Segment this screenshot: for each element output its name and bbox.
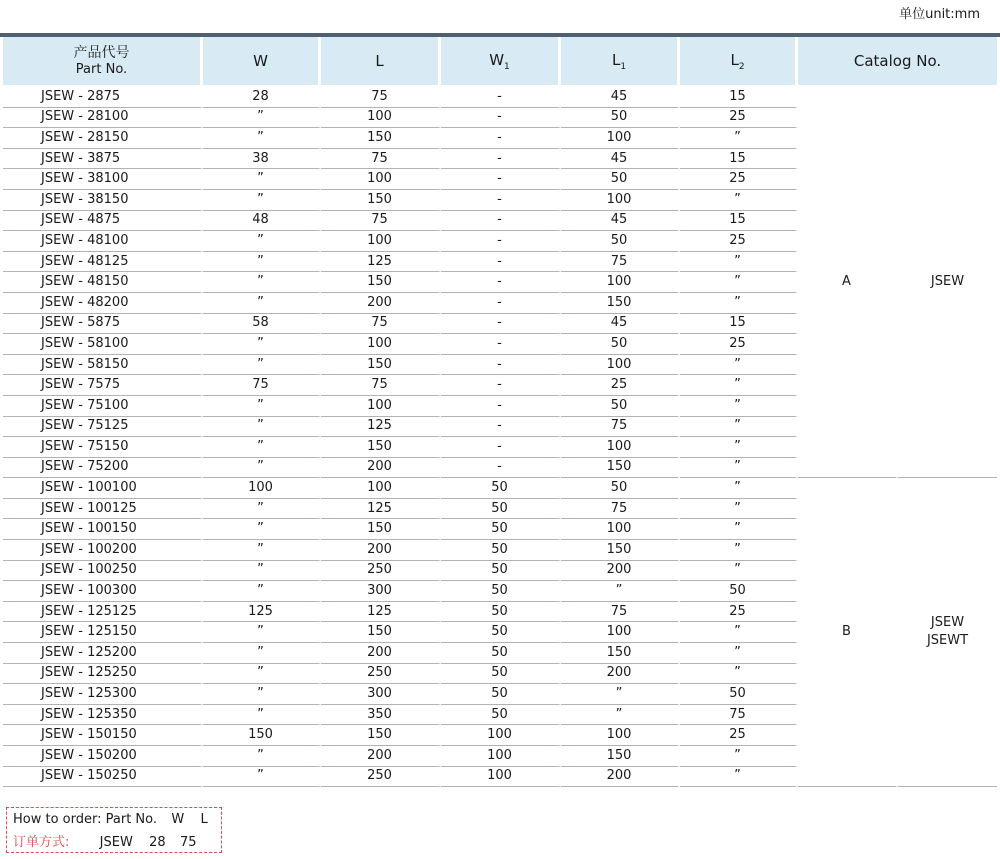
cell-w1: - xyxy=(441,417,561,438)
cell-part-no: JSEW - 48200 xyxy=(3,293,203,314)
cell-l1: 150 xyxy=(561,540,680,561)
cell-l: 250 xyxy=(321,767,441,788)
cell-part-no: JSEW - 75150 xyxy=(3,437,203,458)
cell-w1: - xyxy=(441,355,561,376)
cell-part-no: JSEW - 100300 xyxy=(3,581,203,602)
cell-l2: ” xyxy=(680,458,798,479)
cell-l1: 150 xyxy=(561,643,680,664)
cell-l: 200 xyxy=(321,458,441,479)
cell-l1: ” xyxy=(561,581,680,602)
cell-part-no: JSEW - 2875 xyxy=(3,85,203,108)
cell-w: ” xyxy=(203,272,321,293)
spec-table xyxy=(3,37,997,787)
cell-w: ” xyxy=(203,540,321,561)
cell-w: ” xyxy=(203,684,321,705)
cell-w1: - xyxy=(441,375,561,396)
cell-l1: 200 xyxy=(561,561,680,582)
header-l2-sub: 2 xyxy=(738,61,745,72)
cell-w: ” xyxy=(203,643,321,664)
cell-part-no: JSEW - 38100 xyxy=(3,169,203,190)
cell-l1: 45 xyxy=(561,314,680,335)
header-part-no-zh: 产品代号 xyxy=(73,45,130,61)
cell-w1: - xyxy=(441,437,561,458)
cell-l: 75 xyxy=(321,375,441,396)
header-l1-sub: 1 xyxy=(620,61,627,72)
cell-l: 75 xyxy=(321,314,441,335)
cell-w: 58 xyxy=(203,314,321,335)
catalog-number: JSEWT xyxy=(926,633,969,649)
cell-w1: 50 xyxy=(441,519,561,540)
cell-l2: ” xyxy=(680,437,798,458)
cell-l1: 50 xyxy=(561,231,680,252)
cell-l: 150 xyxy=(321,190,441,211)
cell-w: ” xyxy=(203,499,321,520)
cell-l: 200 xyxy=(321,746,441,767)
header-l2 xyxy=(680,37,798,85)
header-catalog-no: Catalog No. xyxy=(798,37,997,85)
cell-l2: ” xyxy=(680,622,798,643)
header-w: W xyxy=(203,37,321,85)
cell-part-no: JSEW - 125300 xyxy=(3,684,203,705)
how-to-order-label: How to order: xyxy=(13,812,102,827)
cell-l: 150 xyxy=(321,272,441,293)
cell-w: ” xyxy=(203,581,321,602)
cell-l1: 200 xyxy=(561,664,680,685)
cell-l1: 75 xyxy=(561,499,680,520)
table-body xyxy=(3,85,997,787)
cell-l: 125 xyxy=(321,417,441,438)
cell-l2: ” xyxy=(680,417,798,438)
cell-l1: 100 xyxy=(561,725,680,746)
cell-l2: 15 xyxy=(680,314,798,335)
cell-l1: 150 xyxy=(561,746,680,767)
cell-w: ” xyxy=(203,622,321,643)
cell-l2: ” xyxy=(680,128,798,149)
cell-part-no: JSEW - 125350 xyxy=(3,705,203,726)
cell-w1: - xyxy=(441,458,561,479)
cell-l: 75 xyxy=(321,85,441,108)
cell-l2: ” xyxy=(680,293,798,314)
cell-w1: - xyxy=(441,108,561,129)
how-to-order-col-l: L xyxy=(200,812,208,827)
cell-l1: 150 xyxy=(561,458,680,479)
cell-w1: - xyxy=(441,211,561,232)
cell-l2: ” xyxy=(680,252,798,273)
header-w1-main: W xyxy=(489,50,505,69)
cell-w1: 50 xyxy=(441,581,561,602)
catalog-number: JSEW xyxy=(930,615,965,631)
how-to-order-col-part: Part No. xyxy=(105,812,158,827)
cell-w: 48 xyxy=(203,211,321,232)
cell-l: 150 xyxy=(321,622,441,643)
cell-l2: ” xyxy=(680,272,798,293)
cell-part-no: JSEW - 5875 xyxy=(3,314,203,335)
cell-w: ” xyxy=(203,705,321,726)
cell-w1: 50 xyxy=(441,499,561,520)
cell-w1: 50 xyxy=(441,643,561,664)
cell-l1: 75 xyxy=(561,417,680,438)
group-code: B xyxy=(798,478,898,787)
header-part-no-en: Part No. xyxy=(75,62,128,77)
table-row xyxy=(3,478,997,499)
cell-part-no: JSEW - 100200 xyxy=(3,540,203,561)
cell-w: ” xyxy=(203,561,321,582)
cell-w1: - xyxy=(441,169,561,190)
cell-l1: 100 xyxy=(561,128,680,149)
cell-part-no: JSEW - 3875 xyxy=(3,149,203,170)
cell-l: 100 xyxy=(321,396,441,417)
how-to-order-box xyxy=(6,807,222,853)
cell-l2: ” xyxy=(680,746,798,767)
cell-l2: ” xyxy=(680,540,798,561)
cell-l1: 25 xyxy=(561,375,680,396)
cell-l: 300 xyxy=(321,581,441,602)
cell-l: 100 xyxy=(321,169,441,190)
catalog-number: JSEW xyxy=(930,274,965,290)
cell-l: 150 xyxy=(321,437,441,458)
cell-w1: - xyxy=(441,149,561,170)
cell-l1: 100 xyxy=(561,622,680,643)
cell-part-no: JSEW - 125150 xyxy=(3,622,203,643)
cell-part-no: JSEW - 28150 xyxy=(3,128,203,149)
cell-l: 150 xyxy=(321,725,441,746)
cell-part-no: JSEW - 100250 xyxy=(3,561,203,582)
cell-w1: 50 xyxy=(441,684,561,705)
cell-w1: - xyxy=(441,128,561,149)
table-header-row xyxy=(3,37,997,85)
how-to-order-example-part: JSEW xyxy=(99,835,133,850)
cell-l1: 75 xyxy=(561,602,680,623)
cell-l1: 50 xyxy=(561,108,680,129)
cell-w: ” xyxy=(203,437,321,458)
cell-w: ” xyxy=(203,334,321,355)
cell-l2: ” xyxy=(680,519,798,540)
cell-l1: 200 xyxy=(561,767,680,788)
header-l2-main: L xyxy=(730,50,739,69)
cell-l1: 45 xyxy=(561,85,680,108)
cell-part-no: JSEW - 125125 xyxy=(3,602,203,623)
header-w1 xyxy=(441,37,561,85)
cell-part-no: JSEW - 58100 xyxy=(3,334,203,355)
cell-w: ” xyxy=(203,355,321,376)
cell-l1: 150 xyxy=(561,293,680,314)
cell-l1: 50 xyxy=(561,478,680,499)
cell-w: 38 xyxy=(203,149,321,170)
cell-part-no: JSEW - 48150 xyxy=(3,272,203,293)
cell-l: 150 xyxy=(321,519,441,540)
cell-w: 150 xyxy=(203,725,321,746)
header-w1-sub: 1 xyxy=(504,61,510,72)
cell-w1: 50 xyxy=(441,540,561,561)
cell-l: 200 xyxy=(321,643,441,664)
table-row xyxy=(3,85,997,108)
cell-l1: ” xyxy=(561,684,680,705)
cell-part-no: JSEW - 75125 xyxy=(3,417,203,438)
cell-w1: 50 xyxy=(441,705,561,726)
cell-l2: 75 xyxy=(680,705,798,726)
cell-w1: - xyxy=(441,190,561,211)
cell-w: ” xyxy=(203,519,321,540)
cell-l: 150 xyxy=(321,128,441,149)
cell-w: ” xyxy=(203,128,321,149)
cell-l2: ” xyxy=(680,355,798,376)
cell-part-no: JSEW - 58150 xyxy=(3,355,203,376)
cell-w1: - xyxy=(441,293,561,314)
cell-l1: 50 xyxy=(561,169,680,190)
header-part-no xyxy=(3,37,203,85)
cell-w: 28 xyxy=(203,85,321,108)
cell-l2: 50 xyxy=(680,684,798,705)
cell-part-no: JSEW - 7575 xyxy=(3,375,203,396)
cell-w: ” xyxy=(203,417,321,438)
cell-w1: 100 xyxy=(441,725,561,746)
cell-w1: - xyxy=(441,272,561,293)
cell-l2: 25 xyxy=(680,602,798,623)
cell-l2: ” xyxy=(680,396,798,417)
cell-w1: 100 xyxy=(441,767,561,788)
group-catalog xyxy=(898,478,997,787)
cell-l1: 100 xyxy=(561,190,680,211)
cell-w: ” xyxy=(203,458,321,479)
cell-w1: 50 xyxy=(441,478,561,499)
cell-part-no: JSEW - 75200 xyxy=(3,458,203,479)
cell-w: ” xyxy=(203,664,321,685)
cell-l: 100 xyxy=(321,231,441,252)
how-to-order-example-w: 28 xyxy=(149,835,166,850)
cell-w1: 50 xyxy=(441,602,561,623)
cell-l2: 25 xyxy=(680,231,798,252)
cell-part-no: JSEW - 48125 xyxy=(3,252,203,273)
cell-w: ” xyxy=(203,396,321,417)
cell-l1: 50 xyxy=(561,396,680,417)
cell-w: ” xyxy=(203,169,321,190)
cell-l2: ” xyxy=(680,499,798,520)
cell-l: 300 xyxy=(321,684,441,705)
cell-l: 100 xyxy=(321,108,441,129)
cell-l2: 25 xyxy=(680,169,798,190)
cell-w1: - xyxy=(441,396,561,417)
cell-l1: 50 xyxy=(561,334,680,355)
cell-l2: ” xyxy=(680,375,798,396)
cell-l2: 15 xyxy=(680,85,798,108)
group-code: A xyxy=(798,85,898,478)
cell-w1: 50 xyxy=(441,561,561,582)
cell-l1: 75 xyxy=(561,252,680,273)
cell-l2: ” xyxy=(680,643,798,664)
cell-l: 75 xyxy=(321,149,441,170)
cell-part-no: JSEW - 4875 xyxy=(3,211,203,232)
how-to-order-label-zh: 订单方式: xyxy=(13,835,70,850)
cell-w: ” xyxy=(203,108,321,129)
cell-l2: 25 xyxy=(680,725,798,746)
cell-part-no: JSEW - 150200 xyxy=(3,746,203,767)
cell-w1: 50 xyxy=(441,664,561,685)
cell-part-no: JSEW - 150150 xyxy=(3,725,203,746)
how-to-order-col-w: W xyxy=(171,812,185,827)
cell-w: ” xyxy=(203,293,321,314)
cell-part-no: JSEW - 38150 xyxy=(3,190,203,211)
cell-w: ” xyxy=(203,767,321,788)
header-l: L xyxy=(321,37,441,85)
cell-l: 125 xyxy=(321,252,441,273)
cell-w: ” xyxy=(203,231,321,252)
cell-part-no: JSEW - 100125 xyxy=(3,499,203,520)
cell-l2: ” xyxy=(680,478,798,499)
cell-l1: 45 xyxy=(561,149,680,170)
how-to-order-example-l: 75 xyxy=(179,835,197,850)
cell-l2: ” xyxy=(680,767,798,788)
cell-l1: 100 xyxy=(561,437,680,458)
cell-part-no: JSEW - 150250 xyxy=(3,767,203,788)
cell-l: 100 xyxy=(321,478,441,499)
cell-l2: 25 xyxy=(680,334,798,355)
header-l1 xyxy=(561,37,680,85)
cell-w: 125 xyxy=(203,602,321,623)
cell-w: ” xyxy=(203,252,321,273)
cell-part-no: JSEW - 125250 xyxy=(3,664,203,685)
cell-w1: 50 xyxy=(441,622,561,643)
cell-l: 125 xyxy=(321,499,441,520)
cell-w: 100 xyxy=(203,478,321,499)
cell-l2: 50 xyxy=(680,581,798,602)
group-catalog xyxy=(898,85,997,478)
cell-l2: ” xyxy=(680,190,798,211)
cell-part-no: JSEW - 28100 xyxy=(3,108,203,129)
cell-w1: - xyxy=(441,252,561,273)
cell-w1: 100 xyxy=(441,746,561,767)
cell-l: 350 xyxy=(321,705,441,726)
cell-w: ” xyxy=(203,746,321,767)
cell-part-no: JSEW - 75100 xyxy=(3,396,203,417)
cell-l1: 100 xyxy=(561,519,680,540)
cell-w1: - xyxy=(441,314,561,335)
cell-w1: - xyxy=(441,231,561,252)
cell-l2: ” xyxy=(680,664,798,685)
cell-l: 200 xyxy=(321,293,441,314)
cell-l: 200 xyxy=(321,540,441,561)
cell-w: ” xyxy=(203,190,321,211)
cell-l: 100 xyxy=(321,334,441,355)
how-to-order-row-en xyxy=(13,812,208,827)
cell-w1: - xyxy=(441,85,561,108)
cell-l2: 25 xyxy=(680,108,798,129)
cell-l: 250 xyxy=(321,664,441,685)
cell-l: 125 xyxy=(321,602,441,623)
unit-label: 单位unit:mm xyxy=(899,7,980,22)
how-to-order-row-zh xyxy=(13,831,196,850)
cell-part-no: JSEW - 48100 xyxy=(3,231,203,252)
cell-l2: ” xyxy=(680,561,798,582)
cell-l2: 15 xyxy=(680,149,798,170)
cell-part-no: JSEW - 100100 xyxy=(3,478,203,499)
cell-l1: 100 xyxy=(561,272,680,293)
cell-l1: ” xyxy=(561,705,680,726)
cell-w: 75 xyxy=(203,375,321,396)
cell-part-no: JSEW - 100150 xyxy=(3,519,203,540)
cell-l: 150 xyxy=(321,355,441,376)
cell-w1: - xyxy=(441,334,561,355)
cell-l: 250 xyxy=(321,561,441,582)
cell-l: 75 xyxy=(321,211,441,232)
cell-l2: 15 xyxy=(680,211,798,232)
cell-part-no: JSEW - 125200 xyxy=(3,643,203,664)
header-l1-main: L xyxy=(611,50,621,69)
cell-l1: 100 xyxy=(561,355,680,376)
cell-l1: 45 xyxy=(561,211,680,232)
